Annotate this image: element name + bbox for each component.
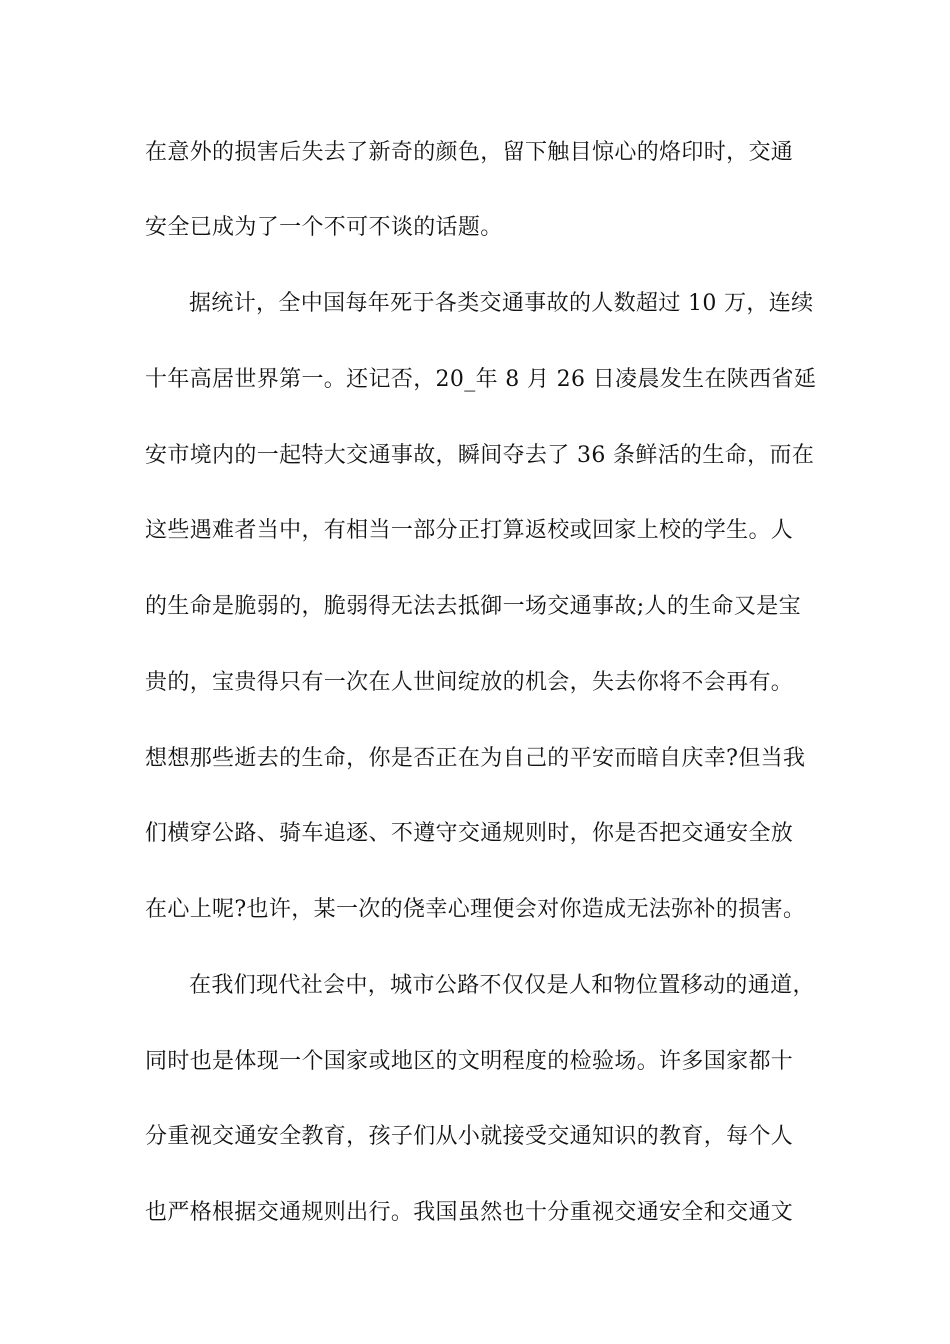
paragraph-line: 们横穿公路、骑车追逐、不遵守交通规则时，你是否把交通安全放 <box>145 821 794 846</box>
paragraph-line: 的生命是脆弱的，脆弱得无法去抵御一场交通事故;人的生命又是宝 <box>145 594 801 619</box>
paragraph-line: 想想那些逝去的生命，你是否正在为自己的平安而暗自庆幸?但当我 <box>145 746 806 771</box>
paragraph-line: 同时也是体现一个国家或地区的文明程度的检验场。许多国家都十 <box>145 1049 794 1074</box>
paragraph-line: 也严格根据交通规则出行。我国虽然也十分重视交通安全和交通文 <box>145 1200 794 1225</box>
paragraph-line: 贵的，宝贵得只有一次在人世间绽放的机会，失去你将不会再有。 <box>145 670 794 695</box>
paragraph-line: 这些遇难者当中，有相当一部分正打算返校或回家上校的学生。人 <box>145 518 794 543</box>
paragraph-line: 在我们现代社会中，城市公路不仅仅是人和物位置移动的通道， <box>189 973 815 998</box>
paragraph-line: 安市境内的一起特大交通事故，瞬间夺去了 36 条鲜活的生命，而在 <box>145 443 815 468</box>
paragraph-line: 安全已成为了一个不可不谈的话题。 <box>145 215 503 240</box>
paragraph-line: 分重视交通安全教育，孩子们从小就接受交通知识的教育，每个人 <box>145 1124 794 1149</box>
paragraph-line: 在心上呢?也许，某一次的侥幸心理便会对你造成无法弥补的损害。 <box>145 897 806 922</box>
paragraph-line: 十年高居世界第一。还记否，20_年 8 月 26 日凌晨发生在陕西省延 <box>145 367 817 392</box>
paragraph-line: 据统计，全中国每年死于各类交通事故的人数超过 10 万，连续 <box>189 291 814 316</box>
paragraph-line: 在意外的损害后失去了新奇的颜色，留下触目惊心的烙印时，交通 <box>145 140 794 165</box>
